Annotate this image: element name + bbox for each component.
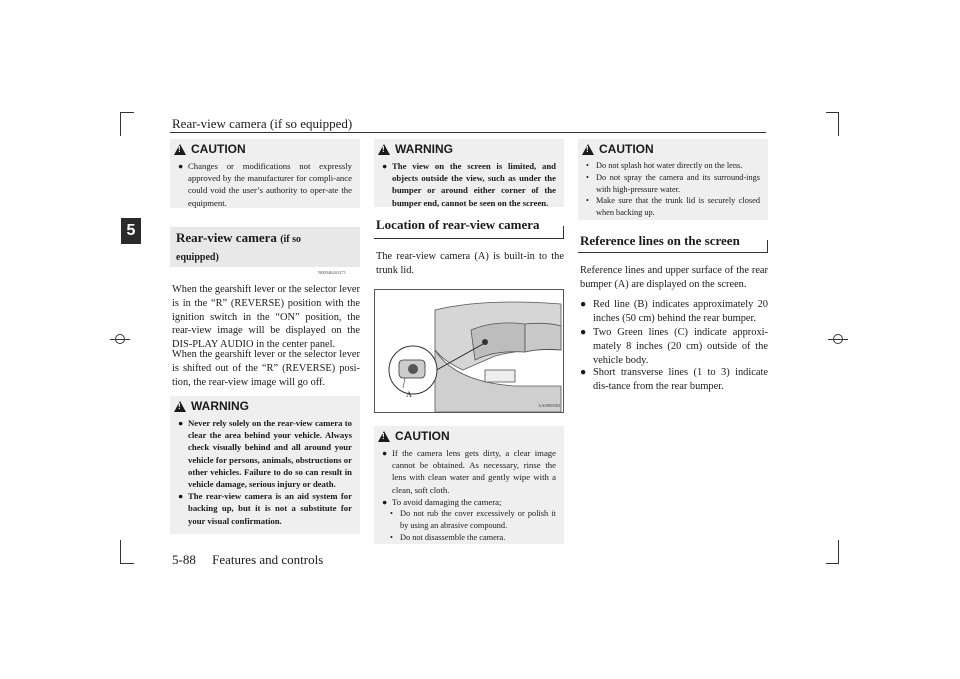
reference-bullet: ● Two Green lines (C) indicate approxi-mately 8 inches (20 cm) outside of the vehicle body. xyxy=(580,327,768,366)
caution-item: ● Changes or modifications not expressly approved by the manufacturer for compli-ance could void the user’s authority to oper-ate the equipment. xyxy=(178,161,352,208)
warning-box-col2 xyxy=(374,139,564,207)
caution-sub-item: • Make sure that the trunk lid is securely closed when backing up. xyxy=(586,196,760,218)
bullet-icon: ● xyxy=(178,418,184,428)
bullet-icon: ● xyxy=(382,496,388,507)
crop-mark xyxy=(120,112,121,136)
crop-mark xyxy=(120,563,134,564)
chapter-tab: 5 xyxy=(121,218,141,244)
bullet-icon: ● xyxy=(382,448,388,458)
section-underline xyxy=(578,252,768,253)
figure-label-a: A xyxy=(406,390,412,399)
paragraph-1: When the gearshift lever or the selector lever is in the “R” (REVERSE) position with the ignition switch in the “ON” position, the rear-view image will be displayed on the DIS-PLAY AUDIO in the center panel. xyxy=(172,284,360,351)
caution-heading: ! CAUTION xyxy=(174,142,352,156)
caution-sub-item: • Do not splash hot water directly on the lens. xyxy=(586,161,743,170)
location-paragraph: The rear-view camera (A) is built-in to the trunk lid. xyxy=(376,251,564,276)
caution-sub-item: • Do not disassemble the camera. xyxy=(390,532,506,542)
crop-mark xyxy=(826,563,839,564)
footer-section: Features and controls xyxy=(212,552,324,567)
warning-icon xyxy=(378,144,390,155)
warning-heading: ! WARNING xyxy=(174,399,352,413)
caution-box-col3 xyxy=(578,139,768,220)
paragraph-2: When the gearshift lever or the selector lever is shifted out of the “R” (REVERSE) posi-tion, the rear-view image will go off. xyxy=(172,349,360,388)
warning-icon xyxy=(174,401,186,412)
section-title-rear-view-camera: Rear-view camera (if so equipped) xyxy=(170,227,360,267)
registration-mark-line xyxy=(828,339,848,340)
car-rear-illustration xyxy=(375,290,563,412)
section-title-location: Location of rear-view camera xyxy=(376,217,540,232)
caution-item: ● To avoid damaging the camera; xyxy=(382,496,502,507)
registration-mark-line xyxy=(110,339,130,340)
bullet-icon: ● xyxy=(580,327,587,338)
section-underline xyxy=(374,238,564,239)
reference-bullet: ● Red line (B) indicates approximately 20 inches (50 cm) behind the rear bumper. xyxy=(580,299,768,324)
warning-box-col1 xyxy=(170,396,360,534)
reference-paragraph: Reference lines and upper surface of the rear bumper (A) are displayed on the screen. xyxy=(580,265,768,290)
crop-mark xyxy=(120,540,121,564)
warning-heading: ! WARNING xyxy=(378,142,556,156)
section-code: N00546201271 xyxy=(318,270,346,275)
figure-code: AA0000083 xyxy=(538,403,561,408)
bullet-icon: ● xyxy=(178,491,184,502)
caution-item: ● If the camera lens gets dirty, a clear image cannot be obtained. As necessary, rinse the lens with clean water and gently wipe with a clean, soft cloth. xyxy=(382,448,556,495)
caution-sub-item: • Do not rub the cover excessively or polish it by using an abrasive compound. xyxy=(390,509,556,530)
caution-sub-item: • Do not spray the camera and its surround-ings with high-pressure water. xyxy=(586,172,760,194)
caution-icon xyxy=(378,431,390,442)
caution-box-col1 xyxy=(170,139,360,208)
page-header-title: Rear-view camera (if so equipped) xyxy=(172,116,353,131)
reference-bullet: ● Short transverse lines (1 to 3) indicate dis-tance from the rear bumper. xyxy=(580,367,768,392)
page-footer xyxy=(172,552,323,568)
caution-icon xyxy=(582,144,594,155)
section-tick xyxy=(767,240,768,252)
caution-box-col2 xyxy=(374,426,564,544)
page-number: 5-88 xyxy=(172,552,196,567)
crop-mark xyxy=(120,112,134,113)
crop-mark xyxy=(838,540,839,564)
bullet-icon: ● xyxy=(580,367,587,378)
warning-item: ● Never rely solely on the rear-view camera to clear the area behind your vehicle. Always check visually behind and all around your vehicle for persons, animals, obstructions or other vehicles. Failure to do so can result in vehicle damage, serious injury or death. xyxy=(178,418,352,490)
crop-mark xyxy=(826,112,839,113)
warning-item: ● The rear-view camera is an aid system for backing up, but it is not a substitute for your visual confirmation. xyxy=(178,491,352,526)
warning-item: ● The view on the screen is limited, and objects outside the view, such as under the bumper or around either corner of the bumper end, cannot be seen on the screen. xyxy=(382,161,556,208)
crop-mark xyxy=(838,112,839,136)
section-title-reference-lines: Reference lines on the screen xyxy=(580,233,740,248)
section-tick xyxy=(563,226,564,238)
caution-heading: ! CAUTION xyxy=(378,429,556,443)
caution-heading: ! CAUTION xyxy=(582,142,760,156)
camera-location-figure xyxy=(374,289,564,413)
bullet-icon: ● xyxy=(382,161,388,171)
header-rule xyxy=(170,132,766,133)
bullet-icon: ● xyxy=(178,161,184,171)
caution-icon xyxy=(174,144,186,155)
bullet-icon: ● xyxy=(580,299,587,310)
